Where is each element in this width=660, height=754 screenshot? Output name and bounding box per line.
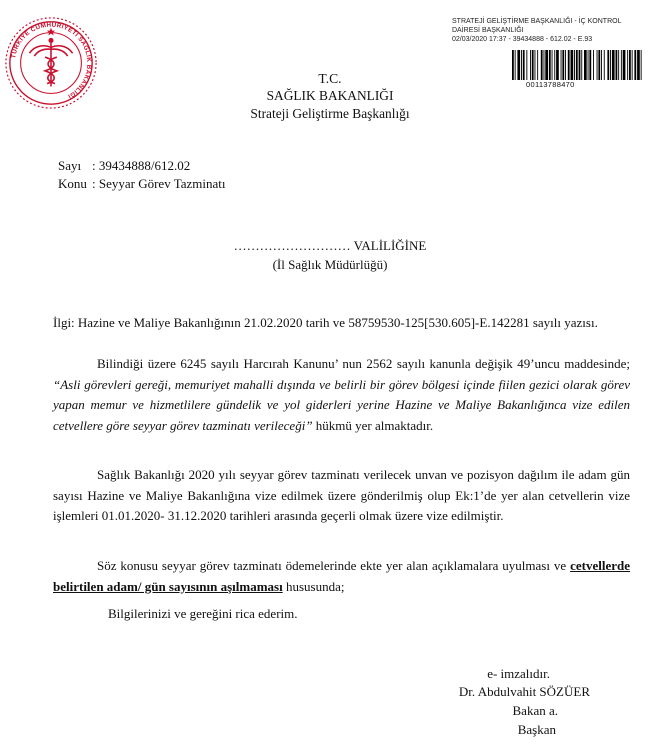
signature-name: Dr. Abdulvahit SÖZÜER — [458, 684, 590, 699]
stamp-line-1: STRATEJİ GELİŞTİRME BAŞKANLIĞI - İÇ KONTROL — [452, 18, 622, 25]
signature-on-behalf: Bakan a. — [512, 703, 558, 718]
paragraph-1 — [53, 354, 630, 436]
p3-prefix: Söz konusu seyyar görev tazminatı ödemelerinde ekte yer alan açıklamalara uyulması ve — [97, 558, 571, 573]
stamp-line-3: 02/03/2020 17:37 - 39434888 - 612.02 - E.93 — [452, 36, 593, 43]
p1-suffix: hükmü yer almaktadır. — [312, 417, 434, 433]
signature-title: Başkan — [517, 722, 556, 737]
stamp-line-2: DAİRESİ BAŞKANLIĞI — [452, 27, 524, 34]
p1-prefix: Bilindiği üzere 6245 sayılı Harcırah Kanunu’ nun 2562 sayılı kanunla değişik 49’uncu maddesinde; — [97, 356, 630, 371]
header-tc: T.C. — [318, 71, 342, 86]
closing-line: Bilgilerinizi ve gereğini rica ederim. — [108, 606, 298, 621]
header-ministry: SAĞLIK BAKANLIĞI — [266, 88, 394, 103]
meta-block — [58, 158, 226, 192]
p1-quote: “Asli görevleri gereği, memuriyet mahalli dışında ve belirli bir görev bölgesi içinde fiilen gezici olarak görev yapan memur ve hizmetlilere gündelik ve yol giderleri yerine Hazine ve Maliye Bakanlığınca vize edilen cetvellere göre seyyar görev tazminatı verileceği” — [53, 376, 630, 433]
addressee-line: ……………………… VALİLİĞİNE — [233, 238, 427, 253]
signature-eimza: e- imzalıdır. — [487, 666, 550, 681]
p3-emphasis: cetvellerde belirtilen adam/ gün sayısının aşılmaması — [53, 558, 630, 594]
sayi-label: Sayı — [58, 158, 82, 173]
ilgi-paragraph: İlgi: Hazine ve Maliye Bakanlığının 21.02.2020 tarih ve 58759530-125[530.605]-E.142281 sayılı yazısı. — [53, 315, 598, 330]
p3-suffix: hususunda; — [282, 578, 345, 594]
header-department: Strateji Geliştirme Başkanlığı — [250, 106, 410, 121]
barcode-number: 00113788470 — [526, 80, 575, 89]
paragraph-2: Sağlık Bakanlığı 2020 yılı seyyar görev tazminatı verilecek unvan ve pozisyon dağılım ile adam gün sayısı Hazine ve Maliye Bakanlığına vize edilmek üzere gönderilmiş olup Ek:1’de yer alan cetvellerin vize işlemleri 01.01.2020- 31.12.2020 tarihleri arasında geçerli olmak üzere vize edilmiştir. — [53, 467, 630, 523]
konu-value: : Seyyar Görev Tazminatı — [92, 176, 226, 191]
paragraph-3 — [53, 556, 630, 597]
seal-ring-text: TÜRKİYE CUMHURİYETİ SAĞLIK BAKANLIĞI — [10, 21, 93, 100]
addressee-subline: (İl Sağlık Müdürlüğü) — [272, 257, 388, 272]
konu-label: Konu — [58, 176, 87, 191]
sayi-value: : 39434888/612.02 — [92, 158, 191, 173]
